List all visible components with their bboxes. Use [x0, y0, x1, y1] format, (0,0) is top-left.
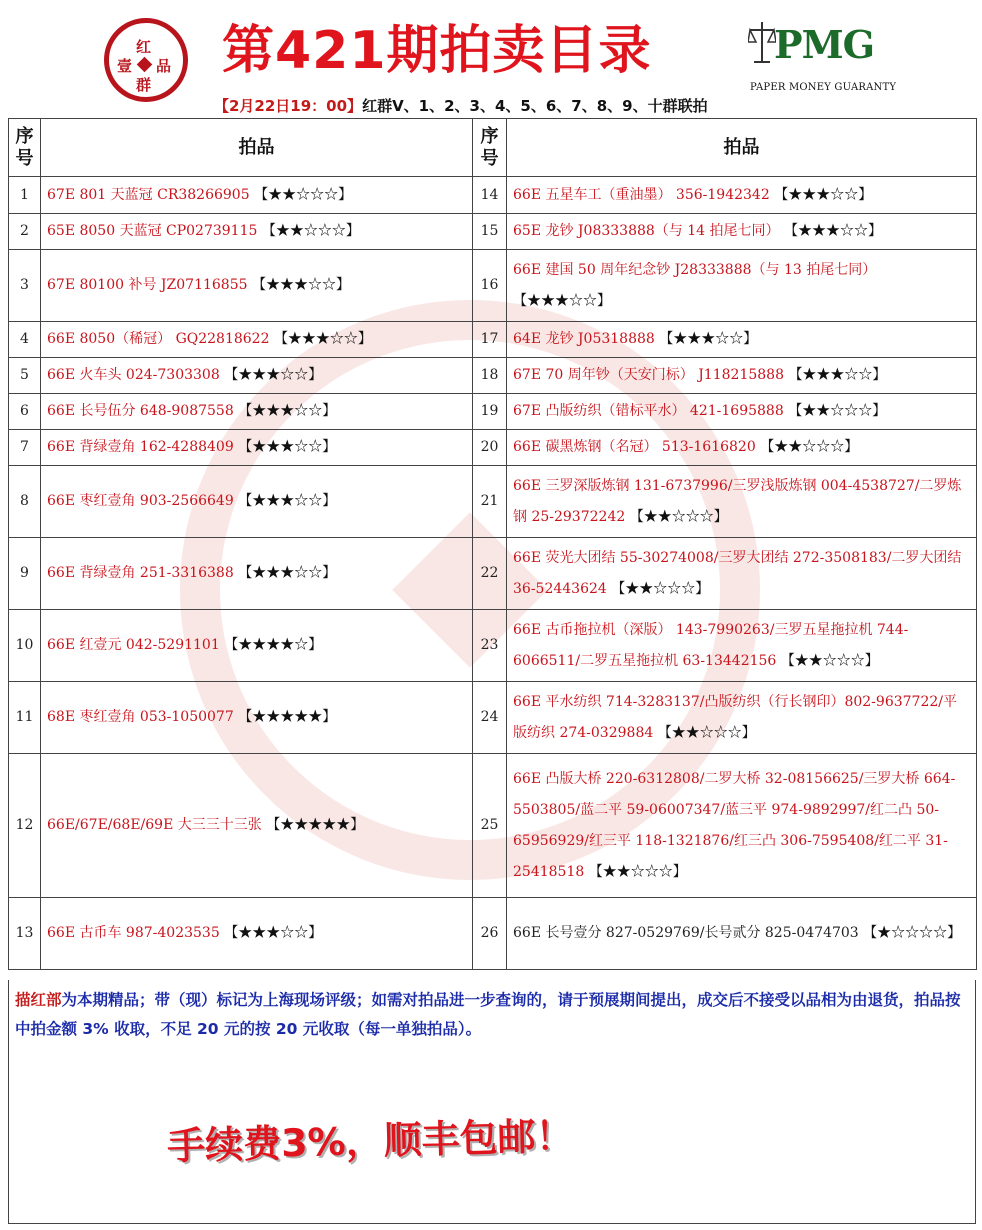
lot-item: [41, 394, 473, 430]
lot-item: [507, 394, 977, 430]
lot-item: [41, 430, 473, 466]
lot-description: 66E 红壹元 042-5291101: [47, 637, 220, 653]
table-row: [9, 322, 977, 358]
page-title: 第421期拍卖目录: [222, 21, 652, 81]
lot-description: 66E 五星车工（重油墨） 356-1942342: [513, 186, 770, 203]
notes-section: [8, 980, 976, 1224]
catalog-table: [8, 118, 976, 970]
lot-rating-stars: 【★★★★★】: [266, 817, 365, 833]
table-row: [9, 538, 977, 610]
lot-rating-stars: 【★★★☆☆】: [238, 439, 337, 455]
lot-description: 67E 80100 补号 JZ07116855: [47, 277, 248, 293]
table-row: [9, 682, 977, 754]
lot-item: [507, 898, 977, 970]
table-row: [9, 466, 977, 538]
notes-text: 描红部为本期精品；带（现）标记为上海现场评级；如需对拍品进一步查询的，请于预展期间提出，成交后不接受以品相为由退货，拍品按中拍金额 3% 收取，不足 20 元的按 20 元收取（每一单独拍品）。: [15, 991, 961, 1038]
lot-number: 25: [473, 754, 507, 898]
lot-description: 66E 枣红壹角 903-2566649: [47, 493, 234, 509]
lot-description: 67E 70 周年钞（天安门标） J118215888: [513, 367, 784, 383]
header: [0, 0, 982, 118]
lot-description: 64E 龙钞 J05318888: [513, 331, 655, 347]
col-header-item-left: 拍品: [41, 119, 473, 177]
lot-item: [507, 177, 977, 214]
lot-rating-stars: 【★★☆☆☆】: [780, 652, 879, 669]
lot-number: 19: [473, 394, 507, 430]
auction-date: 【2月22日19：00】: [214, 97, 363, 115]
lot-number: 26: [473, 898, 507, 970]
lot-description: 66E 古币拖拉机（深版） 143-7990263/三罗五星拖拉机 744-6066511/二罗五星拖拉机 63-13442156: [513, 621, 909, 669]
lot-rating-stars: 【★★☆☆☆】: [254, 186, 353, 203]
lot-item: [507, 754, 977, 898]
lot-item: [41, 177, 473, 214]
lot-item: [507, 358, 977, 394]
lot-description: 67E 凸版纺织（错标平水） 421-1695888: [513, 403, 784, 419]
lot-rating-stars: 【★★★☆☆】: [224, 925, 323, 941]
lot-number: 16: [473, 250, 507, 322]
lot-number: 9: [9, 538, 41, 610]
col-header-num-left: 序号: [9, 119, 41, 177]
lot-rating-stars: 【★★☆☆☆】: [611, 580, 710, 597]
lot-rating-stars: 【★★★☆☆】: [273, 331, 372, 347]
lot-item: [41, 214, 473, 250]
lot-rating-stars: 【★★☆☆☆】: [261, 223, 360, 239]
lot-description: 66E 荧光大团结 55-30274008/三罗大团结 272-3508183/二罗大团结 36-52443624: [513, 549, 962, 597]
lot-number: 20: [473, 430, 507, 466]
lot-number: 6: [9, 394, 41, 430]
lot-description: 66E 8050（稀冠） GQ22818622: [47, 331, 270, 347]
auction-groups: 红群Ⅴ、1、2、3、4、5、6、7、8、9、十群联拍: [362, 97, 708, 115]
lot-description: 66E/67E/68E/69E 大三三十三张: [47, 817, 262, 833]
lot-item: [41, 610, 473, 682]
lot-rating-stars: 【★★★★☆】: [224, 637, 323, 653]
hongqun-logo: 红 壹 品 群: [98, 8, 194, 104]
lot-description: 66E 长号伍分 648-9087558: [47, 403, 234, 419]
lot-description: 68E 枣红壹角 053-1050077: [47, 709, 234, 725]
lot-item: [41, 682, 473, 754]
lot-rating-stars: 【★★☆☆☆】: [657, 724, 756, 741]
table-row: [9, 177, 977, 214]
lot-rating-stars: 【★★☆☆☆】: [629, 508, 728, 525]
lot-number: 13: [9, 898, 41, 970]
lot-number: 1: [9, 177, 41, 214]
lot-rating-stars: 【★★☆☆☆】: [760, 439, 859, 455]
scale-icon: [748, 18, 776, 66]
lot-rating-stars: 【★★☆☆☆】: [588, 863, 687, 880]
lot-rating-stars: 【★★★☆☆】: [251, 277, 350, 293]
lot-item: [507, 466, 977, 538]
lot-number: 12: [9, 754, 41, 898]
table-row: [9, 610, 977, 682]
lot-description: 66E 背绿壹角 162-4288409: [47, 439, 234, 455]
table-row: [9, 898, 977, 970]
lot-item: [507, 250, 977, 322]
lot-number: 5: [9, 358, 41, 394]
lot-rating-stars: 【★★★★★】: [238, 709, 337, 725]
lot-number: 4: [9, 322, 41, 358]
lot-number: 2: [9, 214, 41, 250]
lot-description: 66E 三罗深版炼钢 131-6737996/三罗浅版炼钢 004-4538727/二罗炼钢 25-29372242: [513, 477, 962, 525]
lot-rating-stars: 【★★★☆☆】: [788, 367, 887, 383]
lot-rating-stars: 【★★★☆☆】: [783, 223, 882, 239]
lot-item: [41, 322, 473, 358]
lot-description: 66E 火车头 024-7303308: [47, 367, 220, 383]
lot-number: 22: [473, 538, 507, 610]
lot-item: [41, 466, 473, 538]
lot-description: 67E 801 天蓝冠 CR38266905: [47, 186, 250, 203]
lot-number: 7: [9, 430, 41, 466]
table-row: [9, 358, 977, 394]
col-header-num-right: 序号: [473, 119, 507, 177]
lot-number: 21: [473, 466, 507, 538]
lot-rating-stars: 【★★★☆☆】: [224, 367, 323, 383]
lot-rating-stars: 【★★★☆☆】: [659, 331, 758, 347]
lot-description: 66E 建国 50 周年纪念钞 J28333888（与 13 拍尾七同）: [513, 261, 877, 278]
table-row: [9, 430, 977, 466]
lot-description: 66E 平水纺织 714-3283137/凸版纺织（行长钢印）802-9637722/平版纺织 274-0329884: [513, 693, 957, 741]
lot-description: 66E 凸版大桥 220-6312808/二罗大桥 32-08156625/三罗大桥 664-5503805/蓝二平 59-06007347/蓝三平 974-9892997/红二凸 50-65956929/红三平 118-1321876/红三凸 306-7595408/红二平 31-25418518: [513, 770, 956, 880]
lot-item: [507, 214, 977, 250]
lot-item: [41, 754, 473, 898]
lot-description: 65E 龙钞 J08333888（与 14 拍尾七同）: [513, 223, 780, 239]
lot-rating-stars: 【★☆☆☆☆】: [863, 925, 962, 941]
lot-number: 23: [473, 610, 507, 682]
lot-item: [41, 250, 473, 322]
pmg-logo: PMG PAPER MONEY GUARANTY: [748, 18, 868, 102]
lot-number: 11: [9, 682, 41, 754]
lot-description: 66E 背绿壹角 251-3316388: [47, 565, 234, 581]
fee-banner: 手续费3%，顺丰包邮！: [166, 1113, 575, 1169]
lot-rating-stars: 【★★★☆☆】: [513, 292, 611, 309]
lot-number: 14: [473, 177, 507, 214]
lot-item: [41, 898, 473, 970]
lot-number: 24: [473, 682, 507, 754]
lot-item: [507, 430, 977, 466]
auction-schedule: [214, 95, 708, 116]
lot-description: 66E 长号壹分 827-0529769/长号贰分 825-0474703: [513, 925, 859, 941]
lot-description: 65E 8050 天蓝冠 CP02739115: [47, 223, 258, 239]
lot-number: 10: [9, 610, 41, 682]
lot-number: 17: [473, 322, 507, 358]
lot-description: 66E 古币车 987-4023535: [47, 925, 220, 941]
lot-description: 66E 碳黑炼钢（名冠） 513-1616820: [513, 439, 756, 455]
lot-rating-stars: 【★★★☆☆】: [238, 565, 337, 581]
lot-item: [41, 538, 473, 610]
lot-item: [507, 610, 977, 682]
lot-item: [41, 358, 473, 394]
lot-number: 8: [9, 466, 41, 538]
col-header-item-right: 拍品: [507, 119, 977, 177]
table-row: [9, 214, 977, 250]
lot-number: 15: [473, 214, 507, 250]
lot-item: [507, 322, 977, 358]
lot-item: [507, 538, 977, 610]
lot-rating-stars: 【★★★☆☆】: [774, 186, 873, 203]
lot-rating-stars: 【★★★☆☆】: [238, 403, 337, 419]
lot-number: 3: [9, 250, 41, 322]
table-row: [9, 394, 977, 430]
lot-rating-stars: 【★★★☆☆】: [238, 493, 337, 509]
lot-rating-stars: 【★★☆☆☆】: [788, 403, 887, 419]
table-row: [9, 250, 977, 322]
lot-number: 18: [473, 358, 507, 394]
lot-item: [507, 682, 977, 754]
table-row: [9, 754, 977, 898]
